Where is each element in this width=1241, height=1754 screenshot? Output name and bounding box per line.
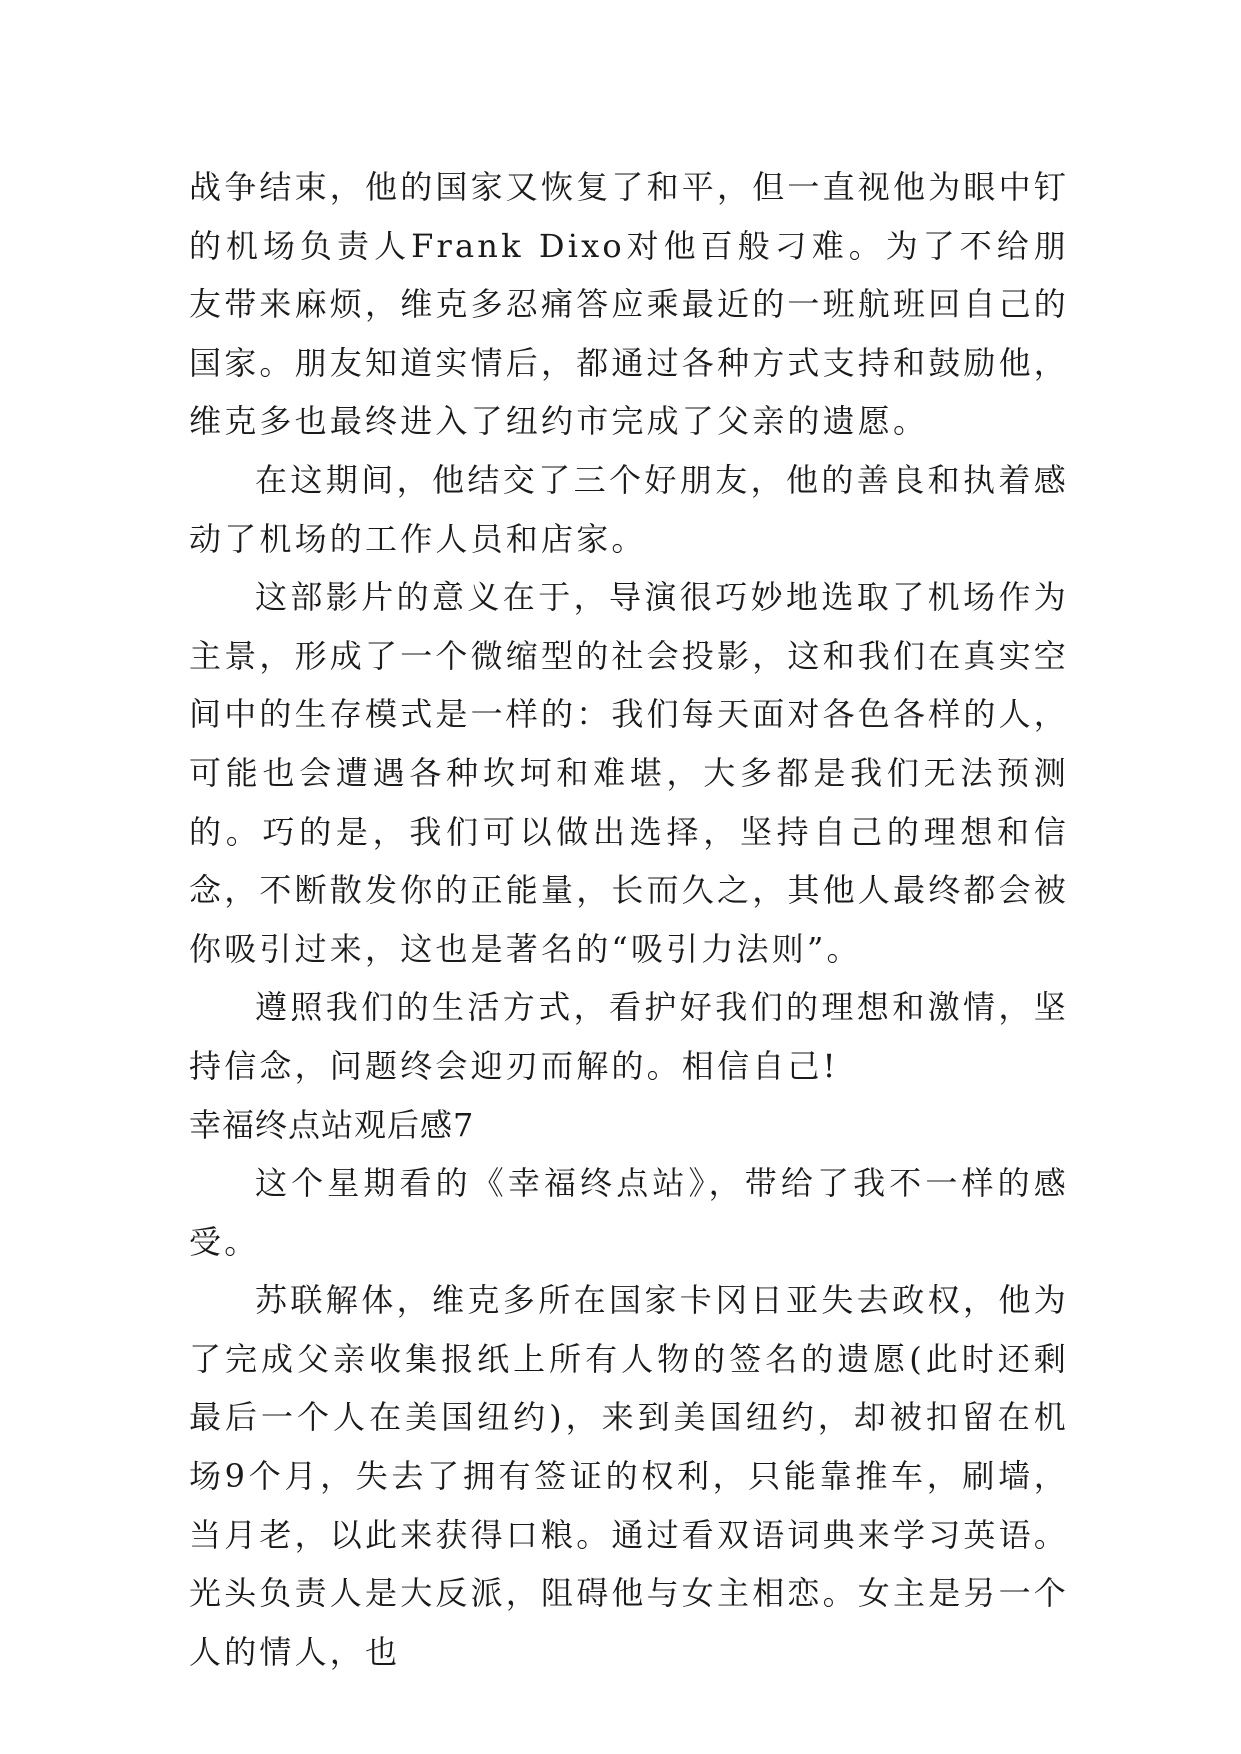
section-heading: 幸福终点站观后感7 bbox=[189, 1105, 475, 1144]
paragraph-1: 战争结束，他的国家又恢复了和平，但一直视他为眼中钉的机场负责人Frank Dixo对他百般刁难。为了不给朋友带来麻烦，维克多忍痛答应乘最近的一班航班回自己的国家。朋友知道实情后，都通过各种方式支持和鼓励他，维克多也最终进入了纽约市完成了父亲的遗愿。 bbox=[189, 168, 1070, 441]
document-body bbox=[189, 158, 1069, 1681]
paragraph-4: 遵照我们的生活方式，看护好我们的理想和激情，坚持信念，问题终会迎刃而解的。相信自己! bbox=[189, 988, 1069, 1085]
paragraph-2: 在这期间，他结交了三个好朋友，他的善良和执着感动了机场的工作人员和店家。 bbox=[189, 460, 1069, 558]
section-paragraph-1: 这个星期看的《幸福终点站》，带给了我不一样的感受。 bbox=[189, 1164, 1069, 1261]
paragraph-3: 这部影片的意义在于，导演很巧妙地选取了机场作为主景，形成了一个微缩型的社会投影，这和我们在真实空间中的生存模式是一样的：我们每天面对各色各样的人，可能也会遭遇各种坎坷和难堪，大多都是我们无法预测的。巧的是，我们可以做出选择，坚持自己的理想和信念，不断散发你的正能量，长而久之，其他人最终都会被你吸引过来，这也是著名的“吸引力法则”。 bbox=[189, 578, 1070, 968]
section-paragraph-2: 苏联解体，维克多所在国家卡冈日亚失去政权，他为了完成父亲收集报纸上所有人物的签名的遗愿(此时还剩最后一个人在美国纽约)，来到美国纽约，却被扣留在机场9个月，失去了拥有签证的权利，只能靠推车，刷墙，当月老，以此来获得口粮。通过看双语词典来学习英语。光头负责人是大反派，阻碍他与女主相恋。女主是另一个人的情人，也 bbox=[189, 1281, 1070, 1671]
